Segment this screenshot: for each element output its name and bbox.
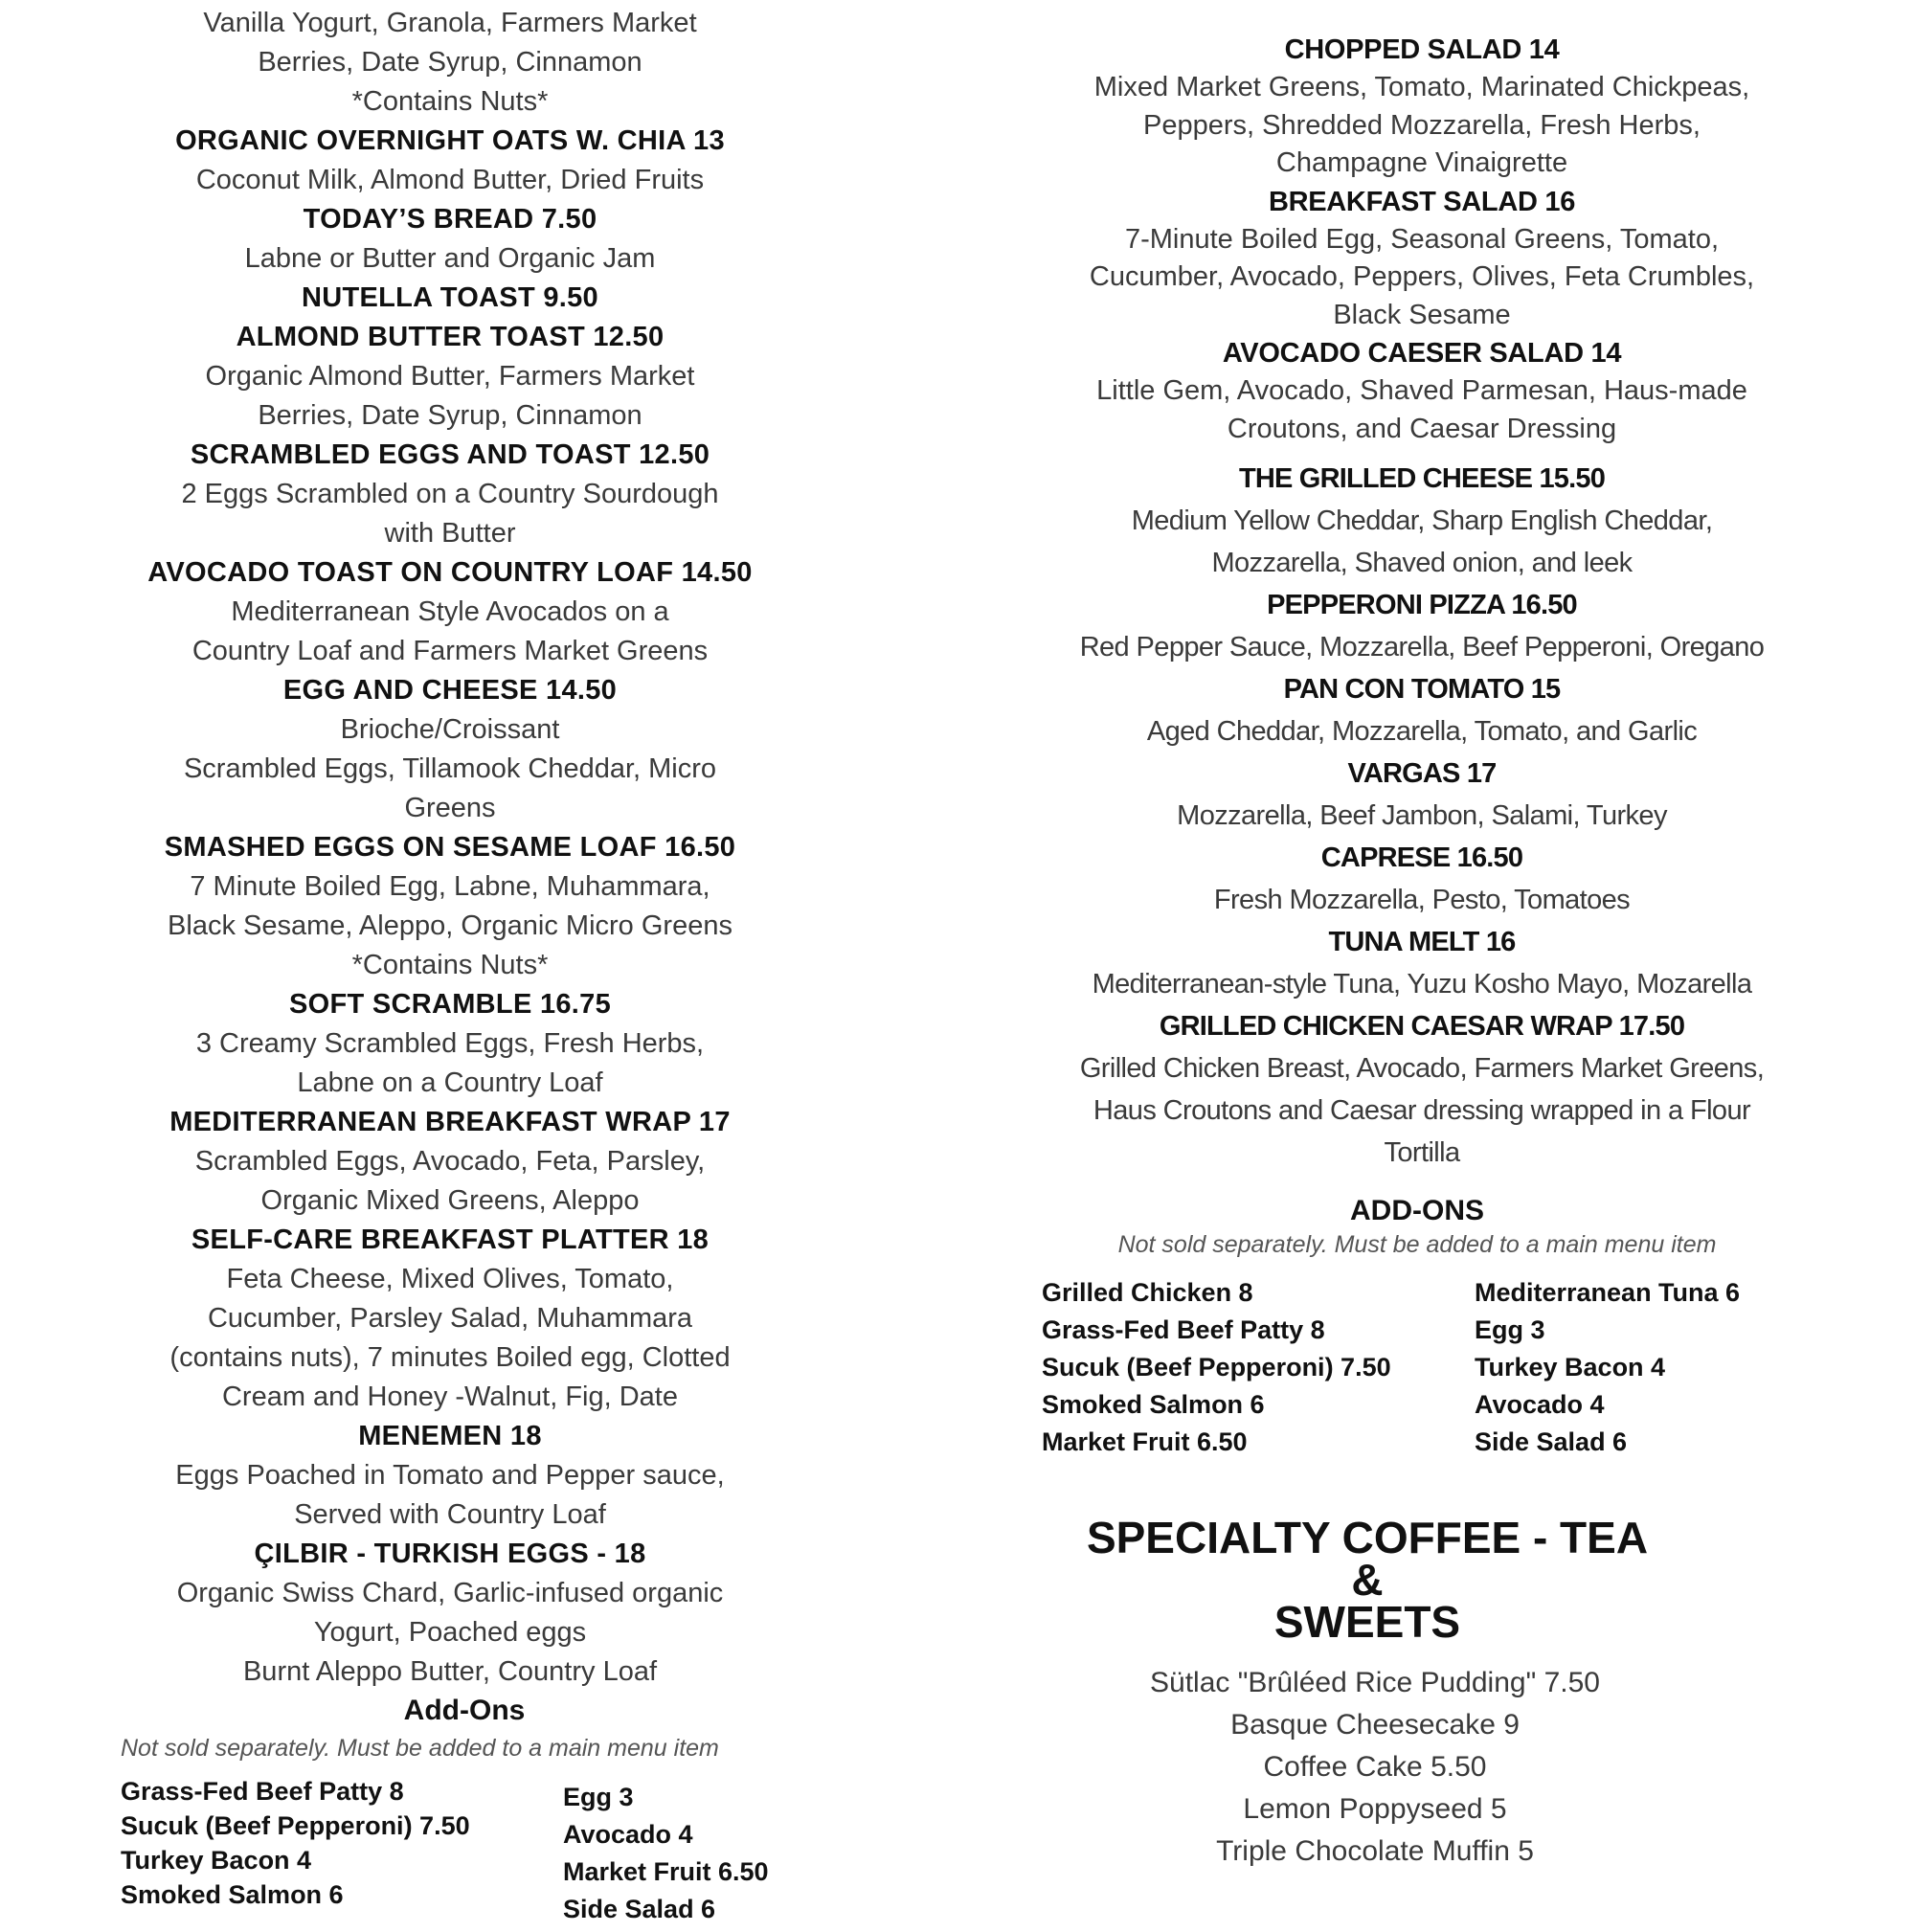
sweets-list xyxy=(1040,1662,1710,1873)
menu-item xyxy=(115,671,785,828)
menu-item-description: Mediterranean Style Avocados on a xyxy=(231,596,669,627)
specialty-title-line: & xyxy=(1351,1555,1384,1605)
menu-item xyxy=(115,318,785,436)
menu-item xyxy=(1025,584,1819,668)
menu-item-title: PEPPERONI PIZZA 16.50 xyxy=(1267,590,1577,620)
menu-item-title: SCRAMBLED EGGS AND TOAST 12.50 xyxy=(190,439,710,470)
menu-item-description: Labne on a Country Loaf xyxy=(297,1067,603,1098)
menu-item-title: SOFT SCRAMBLE 16.75 xyxy=(288,989,612,1020)
addons-heading: ADD-ONS xyxy=(1350,1195,1484,1226)
menu-item-title: EGG AND CHEESE 14.50 xyxy=(282,675,618,706)
menu-item-description: Haus Croutons and Caesar dressing wrapped in a Flour xyxy=(1093,1095,1751,1126)
menu-item-title: SELF-CARE BREAKFAST PLATTER 18 xyxy=(191,1224,710,1255)
menu-item xyxy=(1025,31,1819,183)
menu-item xyxy=(115,200,785,279)
menu-item xyxy=(115,1103,785,1221)
sweet-item: Triple Chocolate Muffin 5 xyxy=(1216,1835,1534,1867)
menu-item-description: Peppers, Shredded Mozzarella, Fresh Herbs, xyxy=(1143,109,1701,141)
menu-item-description: (contains nuts), 7 minutes Boiled egg, Clotted xyxy=(169,1342,731,1373)
menu-item xyxy=(115,828,785,985)
menu-item-description: Labne or Butter and Organic Jam xyxy=(244,243,656,274)
menu-item xyxy=(1025,458,1819,584)
menu-item-description: Black Sesame, Aleppo, Organic Micro Greens xyxy=(168,910,732,941)
menu-item-description: Scrambled Eggs, Tillamook Cheddar, Micro xyxy=(183,753,717,784)
menu-item-description: Little Gem, Avocado, Shaved Parmesan, Haus-made xyxy=(1096,375,1747,406)
menu-item-description: Organic Mixed Greens, Aleppo xyxy=(260,1185,640,1216)
menu-item-description: Fresh Mozzarella, Pesto, Tomatoes xyxy=(1213,885,1631,915)
addon-item: Side Salad 6 xyxy=(563,1895,716,1923)
menu-item xyxy=(115,122,785,200)
menu-item-description: Eggs Poached in Tomato and Pepper sauce, xyxy=(175,1460,725,1491)
sweet-item: Lemon Poppyseed 5 xyxy=(1243,1793,1507,1825)
addon-item: Smoked Salmon 6 xyxy=(121,1880,344,1909)
addon-item: Smoked Salmon 6 xyxy=(1042,1390,1265,1419)
addon-item: Avocado 4 xyxy=(563,1820,693,1849)
menu-item-description: Served with Country Loaf xyxy=(294,1499,606,1530)
menu-item xyxy=(115,553,785,671)
menu-item-title: PAN CON TOMATO 15 xyxy=(1283,674,1561,705)
sandwiches-section xyxy=(1025,458,1819,1174)
menu-item-title: GRILLED CHICKEN CAESAR WRAP 17.50 xyxy=(1159,1011,1685,1042)
menu-item-description: Red Pepper Sauce, Mozzarella, Beef Pepperoni, Oregano xyxy=(1079,632,1765,663)
menu-item-description: Medium Yellow Cheddar, Sharp English Cheddar, xyxy=(1131,505,1713,536)
menu-item-description: Mozzarella, Beef Jambon, Salami, Turkey xyxy=(1177,800,1667,831)
menu-item-description: *Contains Nuts* xyxy=(351,86,549,117)
breakfast-menu-column xyxy=(115,4,785,1692)
menu-item-description: Cucumber, Parsley Salad, Muhammara xyxy=(207,1303,693,1334)
menu-item-description: Cucumber, Avocado, Peppers, Olives, Feta Crumbles, xyxy=(1089,261,1755,292)
menu-item-title: CHOPPED SALAD 14 xyxy=(1284,34,1560,65)
addon-item: Grilled Chicken 8 xyxy=(1042,1278,1253,1307)
menu-item xyxy=(115,1417,785,1535)
addon-item: Market Fruit 6.50 xyxy=(563,1857,769,1886)
sweet-item: Coffee Cake 5.50 xyxy=(1263,1751,1487,1783)
addon-item: Mediterranean Tuna 6 xyxy=(1475,1278,1741,1307)
menu-item-title: CAPRESE 16.50 xyxy=(1320,842,1523,873)
menu-item-description: 7 Minute Boiled Egg, Labne, Muhammara, xyxy=(190,871,710,902)
menu-item-title: BREAKFAST SALAD 16 xyxy=(1268,186,1576,217)
menu-item xyxy=(1025,837,1819,921)
menu-item-description: Greens xyxy=(404,793,496,823)
menu-item-description: Country Loaf and Farmers Market Greens xyxy=(192,636,709,666)
menu-item-description: Brioche/Croissant xyxy=(340,714,560,745)
menu-item-title: MENEMEN 18 xyxy=(358,1421,542,1451)
menu-item xyxy=(115,4,785,122)
lunch-menu-column xyxy=(1025,31,1819,1174)
addon-item: Grass-Fed Beef Patty 8 xyxy=(1042,1315,1325,1344)
menu-item-description: 2 Eggs Scrambled on a Country Sourdough xyxy=(181,479,719,509)
menu-item-description: Mixed Market Greens, Tomato, Marinated Chickpeas, xyxy=(1093,72,1750,102)
addon-item: Egg 3 xyxy=(563,1783,634,1811)
menu-item xyxy=(1025,1005,1819,1174)
menu-item-description: Burnt Aleppo Butter, Country Loaf xyxy=(242,1656,658,1687)
menu-item xyxy=(115,279,785,318)
specialty-title-line: SWEETS xyxy=(1273,1597,1461,1647)
menu-item xyxy=(115,1535,785,1692)
menu-item xyxy=(115,1221,785,1417)
menu-item-description: with Butter xyxy=(384,518,516,549)
menu-item xyxy=(1025,334,1819,448)
addon-item: Turkey Bacon 4 xyxy=(121,1846,312,1875)
menu-item-title: ALMOND BUTTER TOAST 12.50 xyxy=(236,322,665,352)
menu-item-description: Aged Cheddar, Mozzarella, Tomato, and Garlic xyxy=(1146,716,1698,747)
menu-item-description: Organic Almond Butter, Farmers Market xyxy=(205,361,695,392)
menu-item-title: TODAY’S BREAD 7.50 xyxy=(303,204,597,235)
sweet-item: Sütlac "Brûléed Rice Pudding" 7.50 xyxy=(1150,1667,1600,1698)
addon-item: Avocado 4 xyxy=(1475,1390,1605,1419)
menu-item-description: Tortilla xyxy=(1384,1137,1460,1168)
menu-item-description: Champagne Vinaigrette xyxy=(1275,147,1568,178)
menu-item-description: Scrambled Eggs, Avocado, Feta, Parsley, xyxy=(194,1146,706,1177)
sweet-item: Basque Cheesecake 9 xyxy=(1230,1709,1520,1741)
menu-item-description: Berries, Date Syrup, Cinnamon xyxy=(258,400,642,431)
menu-item-description: Grilled Chicken Breast, Avocado, Farmers Market Greens, xyxy=(1079,1053,1765,1084)
menu-item-title: SMASHED EGGS ON SESAME LOAF 16.50 xyxy=(164,832,736,863)
specialty-title-line: SPECIALTY COFFEE - TEA xyxy=(1086,1513,1649,1562)
menu-item-title: ORGANIC OVERNIGHT OATS W. CHIA 13 xyxy=(175,125,725,156)
addon-item: Sucuk (Beef Pepperoni) 7.50 xyxy=(1042,1353,1391,1382)
addon-item: Side Salad 6 xyxy=(1475,1427,1628,1456)
menu-item-description: Black Sesame xyxy=(1333,299,1511,330)
menu-item-description: 3 Creamy Scrambled Eggs, Fresh Herbs, xyxy=(195,1028,705,1059)
menu-item-title: MEDITERRANEAN BREAKFAST WRAP 17 xyxy=(169,1107,731,1137)
menu-item-description: Yogurt, Poached eggs xyxy=(313,1617,587,1648)
menu-item-title: THE GRILLED CHEESE 15.50 xyxy=(1238,463,1606,494)
menu-item-description: Berries, Date Syrup, Cinnamon xyxy=(258,47,642,78)
menu-item-description: Mozzarella, Shaved onion, and leek xyxy=(1211,548,1633,578)
menu-item-title: AVOCADO TOAST ON COUNTRY LOAF 14.50 xyxy=(147,557,753,588)
specialty-title xyxy=(1032,1513,1702,1647)
menu-item-description: Organic Swiss Chard, Garlic-infused organic xyxy=(176,1578,724,1608)
menu-item-title: ÇILBIR - TURKISH EGGS - 18 xyxy=(254,1539,646,1569)
menu-item xyxy=(1025,753,1819,837)
menu-item-description: Coconut Milk, Almond Butter, Dried Fruits xyxy=(195,165,705,195)
menu-item xyxy=(1025,183,1819,335)
menu-item xyxy=(1025,668,1819,753)
salads-section xyxy=(1025,31,1819,448)
addon-item: Market Fruit 6.50 xyxy=(1042,1427,1248,1456)
menu-item-title: VARGAS 17 xyxy=(1347,758,1497,789)
addons-heading: Add-Ons xyxy=(403,1695,526,1726)
menu-item-description: Mediterranean-style Tuna, Yuzu Kosho Mayo, Mozarella xyxy=(1092,969,1752,1000)
menu-item xyxy=(1025,921,1819,1005)
menu-item-title: AVOCADO CAESER SALAD 14 xyxy=(1222,338,1622,369)
addon-item: Sucuk (Beef Pepperoni) 7.50 xyxy=(121,1811,470,1840)
addon-item: Grass-Fed Beef Patty 8 xyxy=(121,1777,404,1806)
menu-item-description: Feta Cheese, Mixed Olives, Tomato, xyxy=(226,1264,674,1294)
menu-item xyxy=(115,436,785,553)
menu-item-title: TUNA MELT 16 xyxy=(1328,927,1516,957)
addon-item: Egg 3 xyxy=(1475,1315,1545,1344)
addons-note: Not sold separately. Must be added to a main menu item xyxy=(121,1735,719,1762)
addons-note: Not sold separately. Must be added to a main menu item xyxy=(1117,1231,1717,1258)
menu-item-description: Vanilla Yogurt, Granola, Farmers Market xyxy=(203,8,697,38)
menu-item-description: *Contains Nuts* xyxy=(351,950,549,980)
right-addons-section xyxy=(1025,1195,1819,1259)
menu-item xyxy=(115,985,785,1103)
menu-item-description: 7-Minute Boiled Egg, Seasonal Greens, Tomato, xyxy=(1124,223,1720,255)
addon-item: Turkey Bacon 4 xyxy=(1475,1353,1666,1382)
menu-item-description: Cream and Honey -Walnut, Fig, Date xyxy=(221,1382,678,1412)
menu-item-description: Croutons, and Caesar Dressing xyxy=(1227,413,1617,444)
menu-item-title: NUTELLA TOAST 9.50 xyxy=(302,282,598,313)
